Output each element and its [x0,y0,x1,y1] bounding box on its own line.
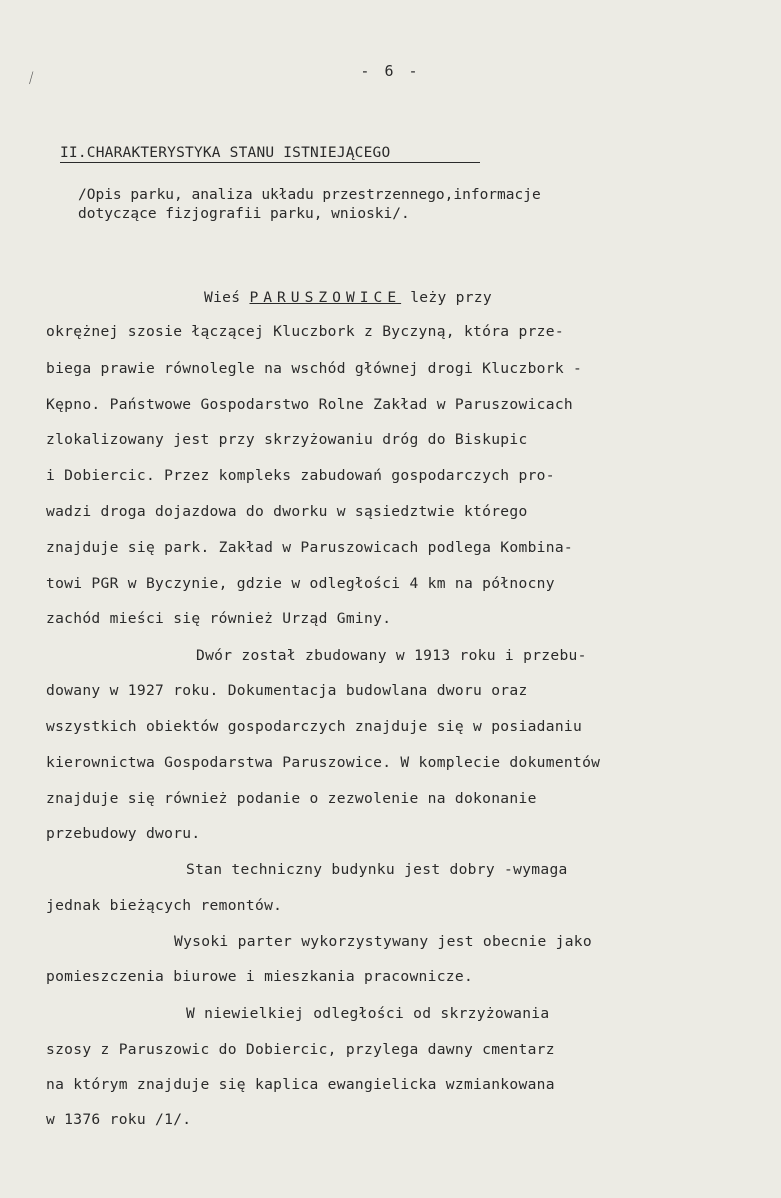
body-line: przebudowy dworu. [46,825,201,842]
body-line: znajduje się również podanie o zezwolenie na dokonanie [46,790,537,807]
village-name: PARUSZOWICE [249,289,402,306]
body-line: okrężnej szosie łączącej Kluczbork z Byczyną, która prze- [46,323,564,340]
body-line: znajduje się park. Zakład w Paruszowicach podlega Kombina- [46,539,573,556]
body-line: wszystkich obiektów gospodarczych znajduje się w posiadaniu [46,718,583,735]
body-line: w 1376 roku /1/. [46,1111,192,1128]
body-line: W niewielkiej odległości od skrzyżowania [186,1005,550,1022]
body-line: Kępno. Państwowe Gospodarstwo Rolne Zakład w Paruszowicach [46,396,573,413]
body-line: jednak bieżących remontów. [46,897,283,914]
body-line: Dwór został zbudowany w 1913 roku i przebu- [196,647,587,664]
body-line: na którym znajduje się kaplica ewangielicka wzmiankowana [46,1076,555,1093]
body-line: i Dobiercic. Przez kompleks zabudowań gospodarczych pro- [46,467,555,484]
body-line: wadzi droga dojazdowa do dworku w sąsiedztwie którego [46,503,528,520]
body-line: Stan techniczny budynku jest dobry -wymaga [186,861,568,878]
body-line: towi PGR w Byczynie, gdzie w odległości 4 km na północny [46,575,555,592]
text-fragment: leży przy [410,289,492,306]
section-heading: II.CHARAKTERYSTYKA STANU ISTNIEJĄCEGO [60,145,480,163]
pen-mark-icon: ⁄ [26,68,36,87]
body-line: dowany w 1927 roku. Dokumentacja budowlana dworu oraz [46,682,528,699]
text-fragment: Wieś [204,289,241,306]
body-line: kierownictwa Gospodarstwa Paruszowice. W komplecie dokumentów [46,754,601,771]
page-number: - 6 - [360,62,421,80]
body-line: zachód mieści się również Urząd Gminy. [46,610,392,627]
subheading-line-2: dotyczące fizjografii parku, wnioski/. [78,206,410,222]
body-line: szosy z Paruszowic do Dobiercic, przylega dawny cmentarz [46,1041,555,1058]
body-line: pomieszczenia biurowe i mieszkania pracownicze. [46,968,474,985]
body-line [204,289,492,306]
body-line: biega prawie równolegle na wschód głównej drogi Kluczbork - [46,360,583,377]
body-line: zlokalizowany jest przy skrzyżowaniu dróg do Biskupic [46,431,528,448]
body-line: Wysoki parter wykorzystywany jest obecnie jako [174,933,592,950]
subheading-line-1: /Opis parku, analiza układu przestrzennego,informacje [78,187,541,203]
